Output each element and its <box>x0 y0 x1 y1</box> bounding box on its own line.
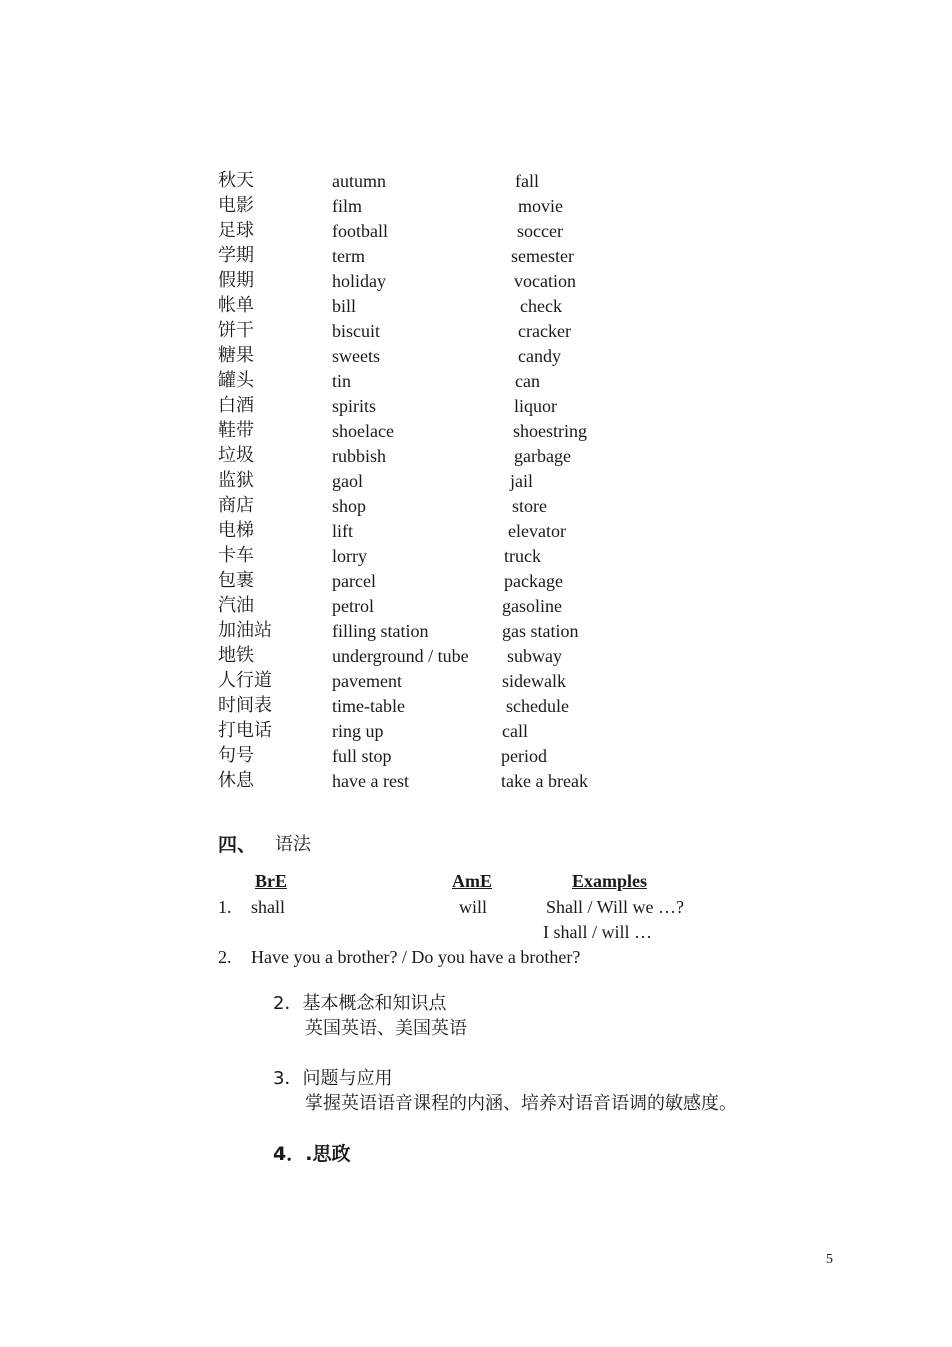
vocab-american: semester <box>511 246 574 266</box>
vocab-chinese: 加油站 <box>218 620 272 641</box>
vocab-british: pavement <box>332 671 402 691</box>
vocab-american: subway <box>507 646 562 666</box>
vocab-american: liquor <box>514 396 557 416</box>
vocab-american: jail <box>510 471 533 491</box>
grammar-item-2-text: Have you a brother? / Do you have a brother? <box>251 947 581 967</box>
vocab-american: vocation <box>514 271 576 291</box>
vocab-chinese: 时间表 <box>218 695 272 716</box>
vocab-chinese: 帐单 <box>218 295 254 316</box>
grammar-item-1-bre: shall <box>251 897 285 917</box>
vocab-british: sweets <box>332 346 380 366</box>
vocab-british: spirits <box>332 396 377 416</box>
vocab-chinese: 足球 <box>218 220 254 241</box>
vocab-american: truck <box>504 546 541 566</box>
vocab-american: movie <box>518 196 563 216</box>
vocab-american: gas station <box>502 621 579 641</box>
vocab-chinese: 休息 <box>218 770 254 791</box>
section-3-body: 掌握英语语音课程的内涵、培养对语音语调的敏感度。 <box>305 1093 737 1114</box>
vocab-chinese: 句号 <box>218 745 254 766</box>
column-header-bre: BrE <box>255 871 288 891</box>
vocab-chinese: 假期 <box>218 270 254 291</box>
vocab-chinese: 罐头 <box>218 370 254 391</box>
vocab-american: take a break <box>501 771 588 791</box>
vocab-chinese: 汽油 <box>218 595 254 616</box>
vocab-british: petrol <box>332 596 374 616</box>
vocab-chinese: 鞋带 <box>218 420 254 441</box>
vocab-chinese: 饼干 <box>218 320 254 341</box>
vocab-american: candy <box>518 346 561 366</box>
vocab-british: have a rest <box>332 771 409 791</box>
grammar-item-1-example-2: I shall / will … <box>543 922 652 942</box>
section-2-body: 英国英语、美国英语 <box>305 1018 467 1039</box>
vocab-chinese: 电影 <box>218 195 254 216</box>
section-4-title: 4．.思政 <box>273 1143 351 1165</box>
vocab-chinese: 秋天 <box>218 170 254 191</box>
vocab-british: lift <box>332 521 353 541</box>
vocab-chinese: 人行道 <box>218 670 272 691</box>
vocab-british: bill <box>332 296 357 316</box>
section-3-title: 3．问题与应用 <box>273 1068 393 1089</box>
vocab-british: holiday <box>332 271 386 291</box>
vocab-british: time-table <box>332 696 405 716</box>
vocab-chinese: 地铁 <box>218 645 254 666</box>
vocab-british: biscuit <box>332 321 380 341</box>
vocab-british: gaol <box>332 471 363 491</box>
vocab-british: parcel <box>332 571 376 591</box>
vocab-chinese: 打电话 <box>218 720 272 741</box>
vocab-chinese: 商店 <box>218 495 254 516</box>
vocab-chinese: 电梯 <box>218 520 254 541</box>
vocab-chinese: 包裹 <box>218 570 254 591</box>
vocab-american: shoestring <box>513 421 587 441</box>
vocab-american: call <box>502 721 528 741</box>
vocab-british: shop <box>332 496 367 516</box>
vocab-american: store <box>512 496 547 516</box>
column-header-ame: AmE <box>452 871 492 891</box>
vocab-chinese: 糖果 <box>218 345 254 366</box>
section-heading-number: 四、 <box>218 834 257 856</box>
vocab-british: lorry <box>332 546 367 566</box>
vocab-british: autumn <box>332 171 386 191</box>
vocab-american: period <box>501 746 547 766</box>
grammar-item-1-ame: will <box>459 897 488 917</box>
vocab-american: can <box>515 371 540 391</box>
vocab-chinese: 卡车 <box>218 545 254 566</box>
vocab-british: term <box>332 246 365 266</box>
vocab-british: full stop <box>332 746 392 766</box>
vocab-american: sidewalk <box>502 671 566 691</box>
vocab-british: ring up <box>332 721 384 741</box>
vocab-british: rubbish <box>332 446 386 466</box>
vocab-british: shoelace <box>332 421 394 441</box>
vocab-american: gasoline <box>502 596 562 616</box>
vocab-american: garbage <box>514 446 571 466</box>
grammar-item-1-example-1: Shall / Will we …? <box>546 897 684 917</box>
vocab-chinese: 垃圾 <box>218 445 254 466</box>
page-number: 5 <box>826 1252 833 1267</box>
vocab-american: schedule <box>506 696 569 716</box>
vocab-chinese: 监狱 <box>218 470 254 491</box>
vocab-british: underground / tube <box>332 646 469 666</box>
vocab-american: check <box>520 296 562 316</box>
vocab-american: elevator <box>508 521 566 541</box>
vocab-british: tin <box>332 371 352 391</box>
section-2-title: 2．基本概念和知识点 <box>273 993 447 1014</box>
vocab-british: film <box>332 196 362 216</box>
vocab-chinese: 白酒 <box>218 395 254 416</box>
vocab-chinese: 学期 <box>218 245 254 266</box>
grammar-item-2-number: 2. <box>218 947 232 967</box>
vocab-american: soccer <box>517 221 563 241</box>
vocab-american: fall <box>515 171 539 191</box>
vocab-american: cracker <box>518 321 571 341</box>
vocab-american: package <box>504 571 563 591</box>
grammar-item-1-number: 1. <box>218 897 232 917</box>
column-header-examples: Examples <box>572 871 648 891</box>
vocab-british: filling station <box>332 621 429 641</box>
vocab-british: football <box>332 221 388 241</box>
section-heading-grammar: 语法 <box>275 834 311 855</box>
